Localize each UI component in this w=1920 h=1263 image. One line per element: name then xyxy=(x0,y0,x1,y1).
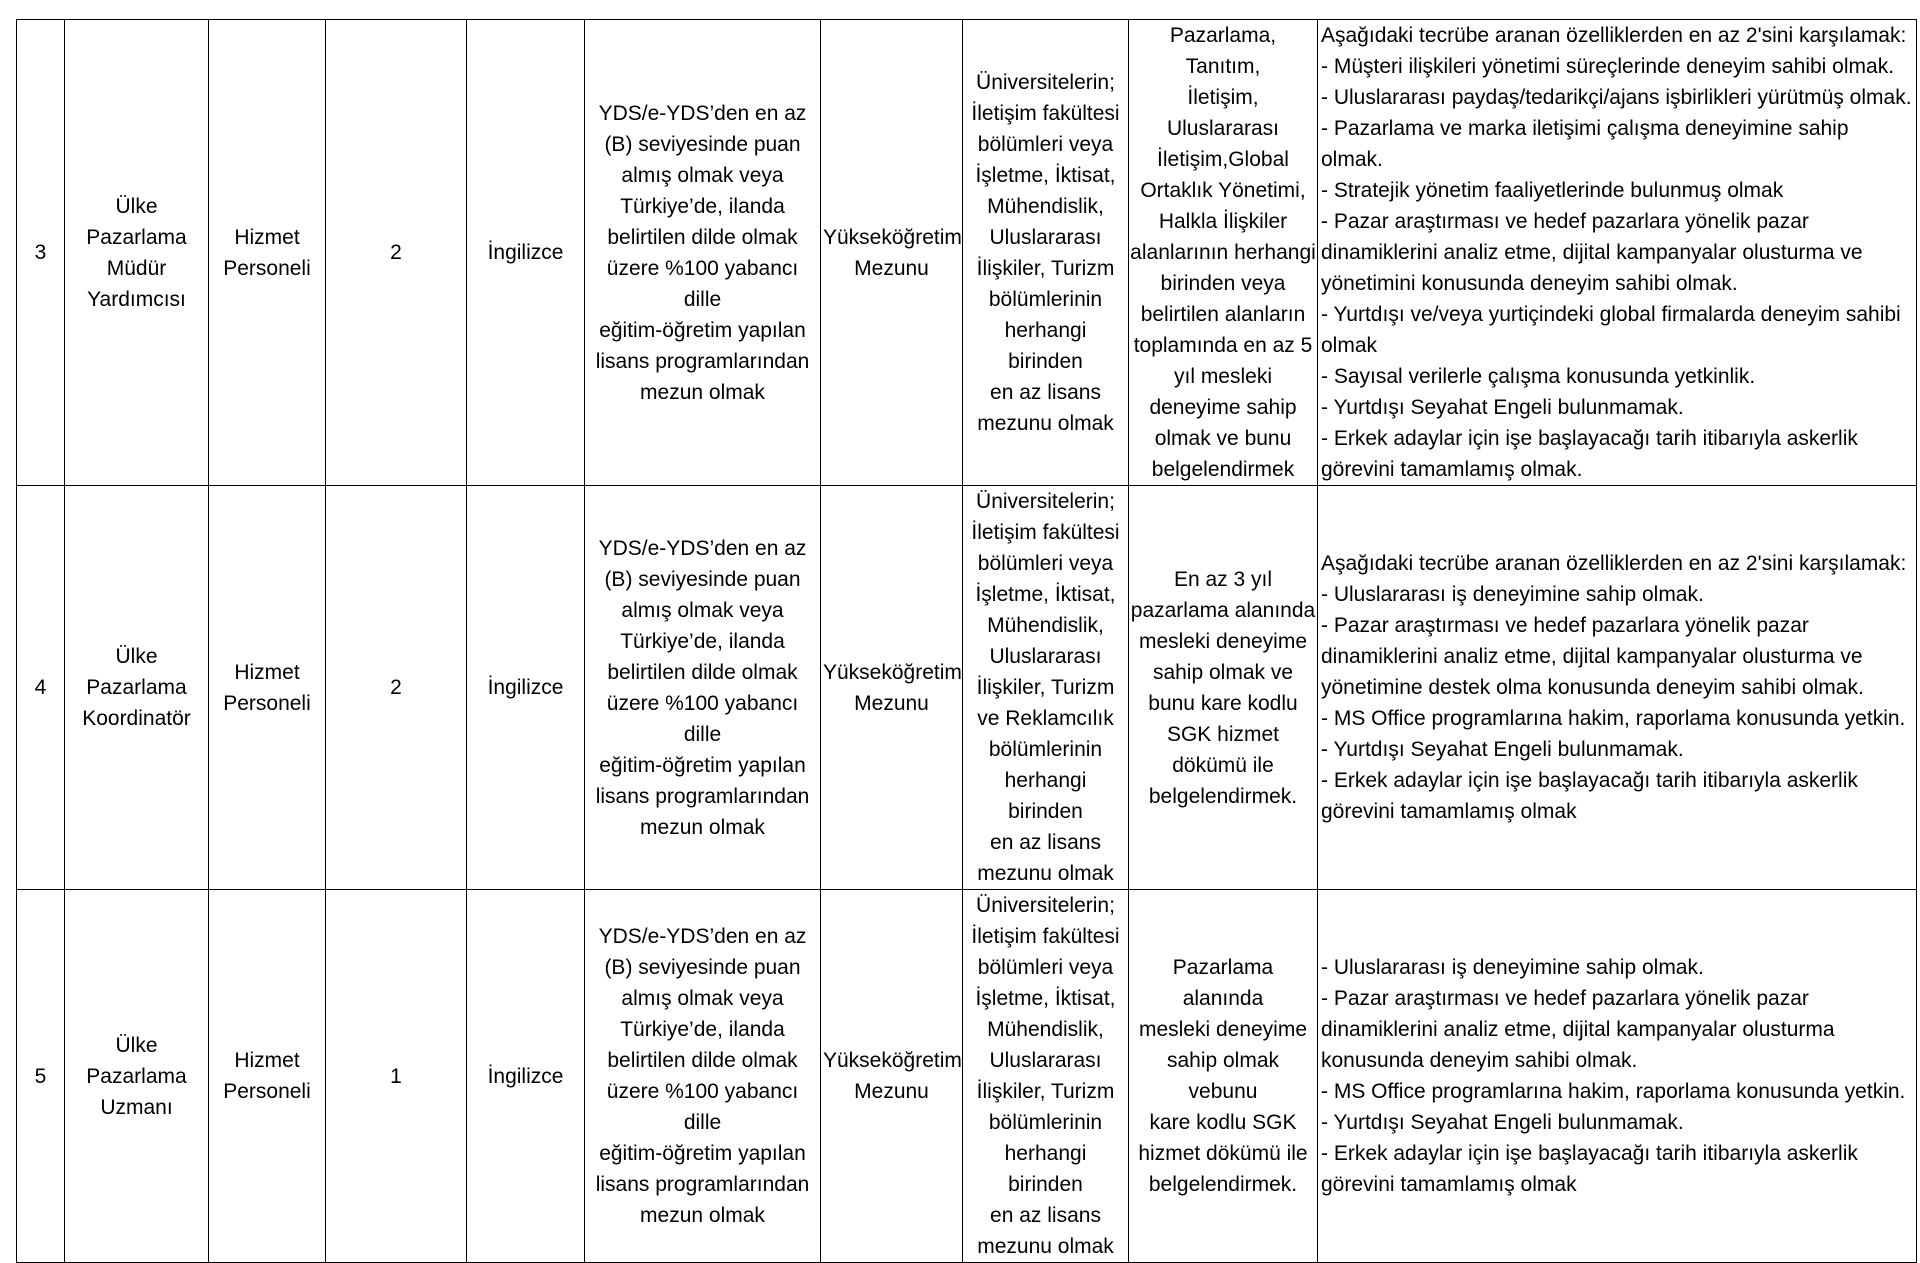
education-level-cell xyxy=(821,486,963,890)
position-count-cell xyxy=(326,486,467,890)
language-requirement: YDS/e-YDS’den en az (B) seviyesinde puan almış olmak veya Türkiye’de, ilanda belirtilen dilde olmak üzere %100 yabancı dille eğitim-öğretim yapılan lisans programlarından mezun olmak xyxy=(595,925,810,1227)
requirement-line: Aşağıdaki tecrübe aranan özelliklerden en az 2'sini karşılamak: xyxy=(1321,24,1907,47)
experience: En az 3 yıl pazarlama alanında mesleki deneyime sahip olmak ve bunu kare kodlu SGK hizmet dökümü ile belgelendirmek. xyxy=(1130,567,1316,808)
education-level: Yükseköğretim Mezunu xyxy=(823,225,962,280)
experience-cell xyxy=(1129,486,1318,890)
departments: Üniversitelerin; İletişim fakültesi bölümleri veya İşletme, İktisat, Mühendislik, Uluslararası İlişkiler, Turizm ve Reklamcılık bölümlerinin herhangi birinden en az lisans mezunu olmak xyxy=(971,490,1120,885)
language: İngilizce xyxy=(487,1064,564,1088)
requirement-line: - Uluslararası iş deneyimine sahip olmak. xyxy=(1321,583,1704,606)
row-number: 5 xyxy=(34,1064,47,1088)
requirement-line: - Yurtdışı Seyahat Engeli bulunmamak. xyxy=(1321,738,1684,761)
language-requirement: YDS/e-YDS’den en az (B) seviyesinde puan almış olmak veya Türkiye’de, ilanda belirtilen dilde olmak üzere %100 yabancı dille eğitim-öğretim yapılan lisans programlarından mezun olmak xyxy=(595,101,810,404)
position-title: Ülke Pazarlama Müdür Yardımcısı xyxy=(86,194,187,311)
row-number-cell xyxy=(17,20,65,486)
experience-cell xyxy=(1129,20,1318,486)
language: İngilizce xyxy=(487,676,564,699)
requirement-line: - Pazarlama ve marka iletişimi çalışma deneyimine sahip olmak. xyxy=(1321,117,1849,171)
education-level-cell xyxy=(821,20,963,486)
staff-type: Hizmet Personeli xyxy=(223,225,311,280)
language-cell xyxy=(467,890,585,1263)
staff-type-cell xyxy=(209,486,326,890)
requirement-line: - Pazar araştırması ve hedef pazarlara yönelik pazar dinamiklerini analiz etme, dijital kampanyalar olusturma konusunda deneyim sahibi olmak. xyxy=(1321,987,1835,1072)
requirement-line: - Erkek adaylar için işe başlayacağı tarih itibarıyla askerlik görevini tamamlamış olmak xyxy=(1321,1142,1858,1196)
staff-type: Hizmet Personeli xyxy=(223,1049,311,1103)
requirement-line: - MS Office programlarına hakim, raporlama konusunda yetkin. xyxy=(1321,1080,1906,1103)
row-number: 4 xyxy=(34,676,47,699)
requirement-line: - Pazar araştırması ve hedef pazarlara yönelik pazar dinamiklerini analiz etme, dijital kampanyalar olusturma ve yönetimini konusunda deneyim sahibi olmak. xyxy=(1321,210,1863,295)
position-count: 2 xyxy=(390,241,402,264)
requirement-line: - Uluslararası paydaş/tedarikçi/ajans işbirlikleri yürütmüş olmak. xyxy=(1321,86,1912,109)
experience: Pazarlama alanında mesleki deneyime sahip olmak vebunu kare kodlu SGK hizmet dökümü ile belgelendirmek. xyxy=(1138,956,1308,1196)
staff-type: Hizmet Personeli xyxy=(223,660,311,715)
position-count-cell xyxy=(326,20,467,486)
job-requirements-table xyxy=(16,19,1917,1263)
requirement-line: - Sayısal verilerle çalışma konusunda yetkinlik. xyxy=(1321,365,1756,388)
requirements-cell xyxy=(1318,20,1917,486)
staff-type-cell xyxy=(209,890,326,1263)
position-title-cell xyxy=(65,890,209,1263)
position-title-cell xyxy=(65,20,209,486)
table-row xyxy=(17,486,1917,890)
language-cell xyxy=(467,20,585,486)
requirements-cell xyxy=(1318,890,1917,1263)
language-cell xyxy=(467,486,585,890)
education-level: Yükseköğretim Mezunu xyxy=(823,1049,962,1103)
staff-type-cell xyxy=(209,20,326,486)
language-requirement-cell xyxy=(585,890,821,1263)
language-requirement: YDS/e-YDS’den en az (B) seviyesinde puan almış olmak veya Türkiye’de, ilanda belirtilen dilde olmak üzere %100 yabancı dille eğitim-öğretim yapılan lisans programlarından mezun olmak xyxy=(595,536,810,839)
position-title-cell xyxy=(65,486,209,890)
requirement-line: - Erkek adaylar için işe başlayacağı tarih itibarıyla askerlik görevini tamamlamış olmak. xyxy=(1321,427,1858,481)
language-requirement-cell xyxy=(585,486,821,890)
requirement-line: - Yurtdışı Seyahat Engeli bulunmamak. xyxy=(1321,396,1684,419)
table-row xyxy=(17,890,1917,1263)
requirement-line: - Stratejik yönetim faaliyetlerinde bulunmuş olmak xyxy=(1321,179,1784,202)
language: İngilizce xyxy=(487,241,564,264)
experience-cell xyxy=(1129,890,1318,1263)
language-requirement-cell xyxy=(585,20,821,486)
requirement-line: Aşağıdaki tecrübe aranan özelliklerden en az 2'sini karşılamak: xyxy=(1321,552,1907,575)
requirements-cell xyxy=(1318,486,1917,890)
departments: Üniversitelerin; İletişim fakültesi bölümleri veya İşletme, İktisat, Mühendislik, Uluslararası İlişkiler, Turizm bölümlerinin herhangi birinden en az lisans mezunu olmak xyxy=(971,894,1120,1258)
row-number-cell xyxy=(17,890,65,1263)
requirement-line: - Yurtdışı Seyahat Engeli bulunmamak. xyxy=(1321,1111,1684,1134)
row-number-cell xyxy=(17,486,65,890)
row-number: 3 xyxy=(34,241,47,264)
requirement-line: - MS Office programlarına hakim, raporlama konusunda yetkin. xyxy=(1321,707,1906,730)
departments: Üniversitelerin; İletişim fakültesi bölümleri veya İşletme, İktisat, Mühendislik, Uluslararası İlişkiler, Turizm bölümlerinin herhangi birinden en az lisans mezunu olmak xyxy=(971,70,1120,435)
table-row xyxy=(17,20,1917,486)
position-count-cell xyxy=(326,890,467,1263)
position-count: 2 xyxy=(390,676,402,699)
requirement-line: - Yurtdışı ve/veya yurtiçindeki global firmalarda deneyim sahibi olmak xyxy=(1321,303,1901,357)
requirement-line: - Pazar araştırması ve hedef pazarlara yönelik pazar dinamiklerini analiz etme, dijital kampanyalar olusturma ve yönetimine destek olma konusunda deneyim sahibi olmak. xyxy=(1321,614,1864,699)
requirement-line: - Erkek adaylar için işe başlayacağı tarih itibarıyla askerlik görevini tamamlamış olmak xyxy=(1321,769,1858,823)
education-level-cell xyxy=(821,890,963,1263)
position-title: Ülke Pazarlama Koordinatör xyxy=(82,645,191,730)
position-count: 1 xyxy=(390,1064,402,1088)
requirement-line: - Müşteri ilişkileri yönetimi süreçlerinde deneyim sahibi olmak. xyxy=(1321,55,1895,78)
education-level: Yükseköğretim Mezunu xyxy=(823,660,962,715)
departments-cell xyxy=(963,20,1129,486)
departments-cell xyxy=(963,486,1129,890)
position-title: Ülke Pazarlama Uzmanı xyxy=(86,1033,187,1119)
experience: Pazarlama, Tanıtım, İletişim, Uluslararası İletişim,Global Ortaklık Yönetimi, Halkla İlişkiler alanlarının herhangi birinden veya belirtilen alanların toplamında en az 5 yıl mesleki deneyime sahip olmak ve bunu belgelendirmek xyxy=(1130,24,1316,481)
departments-cell xyxy=(963,890,1129,1263)
requirement-line: - Uluslararası iş deneyimine sahip olmak. xyxy=(1321,956,1704,979)
